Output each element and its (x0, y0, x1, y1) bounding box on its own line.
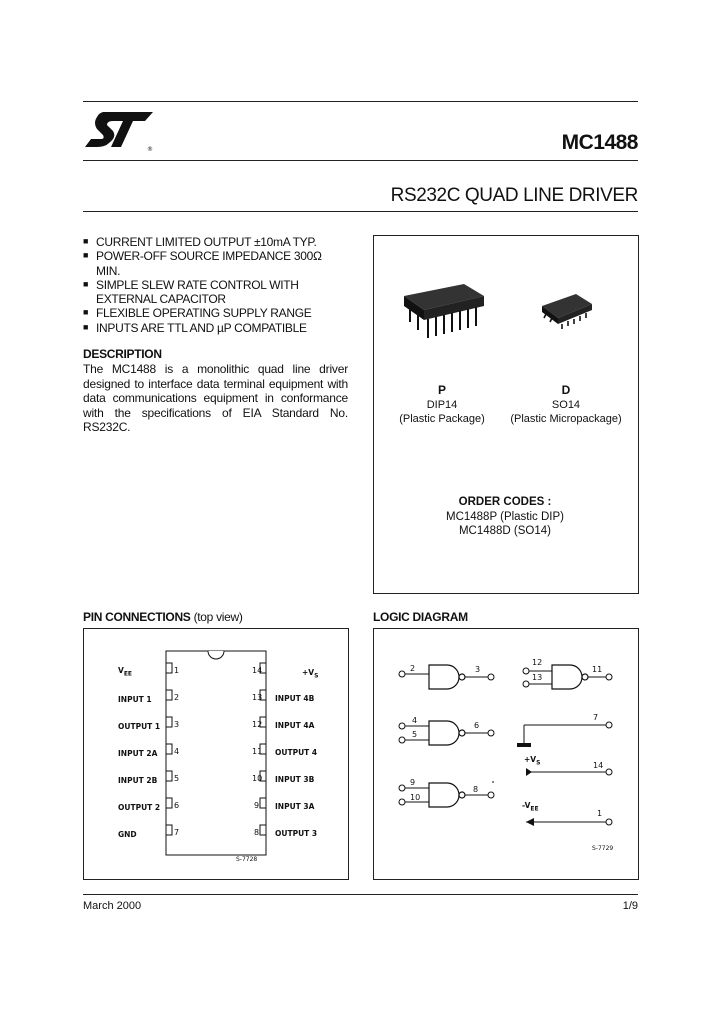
product-subtitle: RS232C QUAD LINE DRIVER (390, 185, 638, 206)
top-rule (83, 101, 638, 102)
logic-pin: 4 (412, 716, 418, 725)
pin-number: 11 (252, 747, 263, 756)
package-d-letter: D (561, 383, 571, 397)
pin-number: 5 (174, 774, 180, 783)
pin-connections-box (83, 628, 349, 880)
feature-item: ■ SIMPLE SLEW RATE CONTROL WITH EXTERNAL CAPACITOR (83, 277, 299, 307)
pin-label: INPUT 1 (118, 695, 152, 704)
footer-page: 1/9 (622, 900, 638, 912)
pin-number: 13 (252, 693, 263, 702)
feature-item: ■ CURRENT LIMITED OUTPUT ±10mA TYP. (83, 235, 317, 249)
pin-number: 3 (174, 720, 180, 729)
feature-item: ■ FLEXIBLE OPERATING SUPPLY RANGE (83, 306, 312, 321)
logic-diagram-box (373, 628, 639, 880)
pin-number: 8 (254, 828, 260, 837)
logic-pin: 11 (592, 665, 603, 674)
package-p-letter: P (437, 383, 446, 397)
logic-pin: 8 (473, 785, 479, 794)
feature-item: ■ POWER-OFF SOURCE IMPEDANCE 300Ω MIN. (83, 249, 322, 278)
pin-label: INPUT 3A (275, 802, 315, 811)
pin-figure-code: S-7728 (236, 856, 258, 863)
pin-connections-heading: PIN CONNECTIONS (top view) (83, 610, 243, 624)
pin-label: INPUT 3B (275, 775, 315, 784)
package-d-type: (Plastic Micropackage) (510, 413, 622, 425)
pin-label: OUTPUT 4 (275, 748, 318, 757)
pin-number: 4 (174, 747, 180, 756)
package-d-name: SO14 (551, 399, 581, 411)
order-codes-heading: ORDER CODES : (458, 496, 552, 508)
logic-pin: 3 (475, 665, 481, 674)
title-rule (83, 160, 638, 161)
order-code-so: MC1488D (SO14) (458, 525, 552, 537)
pin-number: 14 (252, 666, 263, 675)
pin-label: GND (118, 830, 137, 839)
logic-pin-vs: 14 (593, 761, 604, 770)
pin-number: 12 (252, 720, 263, 729)
logic-pin-vee: 1 (597, 809, 603, 818)
pin-number: 6 (174, 801, 180, 810)
logic-pin: 9 (410, 778, 416, 787)
footer-rule (83, 894, 638, 895)
logic-pin-gnd: 7 (593, 713, 599, 722)
description-text: The MC1488 is a monolithic quad line driver designed to interface data terminal equipment with data communications equipment in conformance with the specifications of EIA Standard No. RS232C. (83, 362, 348, 434)
pin-label: OUTPUT 3 (275, 829, 318, 838)
pin-label: OUTPUT 2 (118, 803, 161, 812)
logic-pin: 2 (410, 664, 416, 673)
logic-vee-label: $-V_{EE}$ (522, 801, 539, 813)
feature-list (83, 235, 345, 335)
pin-number: 1 (174, 666, 180, 675)
logic-pin: 12 (532, 658, 543, 667)
pin-label-vee: $V_{EE}$ (118, 666, 133, 678)
pin-label: INPUT 2B (118, 776, 158, 785)
st-logo-icon (83, 107, 163, 153)
logic-pin: 13 (532, 673, 543, 682)
logic-pin: 5 (412, 730, 418, 739)
logic-pin: 6 (474, 721, 480, 730)
order-code-dip: MC1488P (Plastic DIP) (445, 511, 565, 523)
pin-number: 10 (252, 774, 263, 783)
dip14-package-icon (398, 280, 490, 346)
pin-label: INPUT 4B (275, 694, 315, 703)
logic-pin: 10 (410, 793, 421, 802)
description-heading: DESCRIPTION (83, 347, 162, 361)
so14-package-icon (536, 288, 598, 334)
pin-label: OUTPUT 1 (118, 722, 161, 731)
logic-vs-label: $+V_S$ (524, 755, 541, 767)
pin-label: INPUT 4A (275, 721, 315, 730)
pin-number: 7 (174, 828, 180, 837)
pin-label-vs: $+V_S$ (302, 668, 319, 680)
package-p-name: DIP14 (426, 399, 458, 411)
feature-item: ■ INPUTS ARE TTL AND µP COMPATIBLE (83, 320, 307, 335)
pin-label: INPUT 2A (118, 749, 158, 758)
svg-text:®: ® (147, 146, 153, 153)
pin-number: 9 (254, 801, 260, 810)
logic-figure-code: S-7729 (592, 845, 614, 852)
logic-diagram-heading: LOGIC DIAGRAM (373, 610, 468, 624)
package-p-type: (Plastic Package) (399, 413, 485, 425)
part-number: MC1488 (561, 131, 638, 154)
footer-date: March 2000 (83, 900, 142, 912)
pin-number: 2 (174, 693, 180, 702)
subtitle-rule (83, 211, 638, 212)
